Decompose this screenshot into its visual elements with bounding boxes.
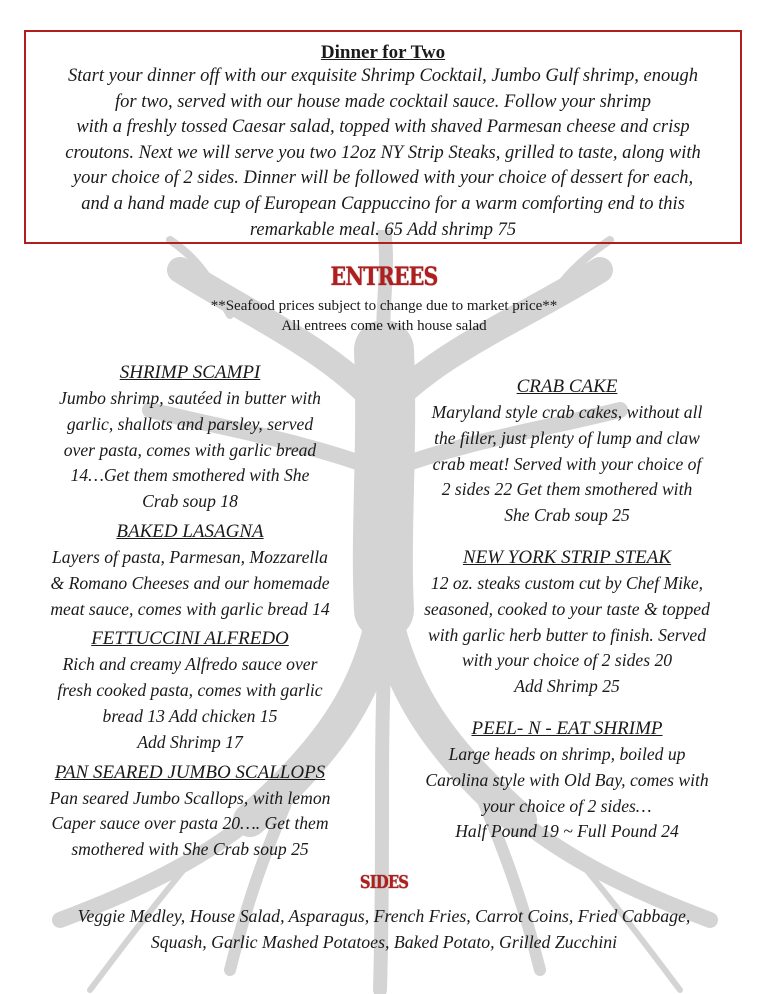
desc-line: Crab soup 18 (142, 491, 238, 512)
desc-line: garlic, shallots and parsley, served (66, 413, 314, 434)
menu-item (20, 519, 360, 622)
item-name: PEEL- N - EAT SHRIMP (471, 717, 663, 739)
menu-item (20, 760, 360, 863)
item-name: BAKED LASAGNA (116, 520, 264, 542)
desc-line: & Romano Cheeses and our homemade (50, 572, 330, 593)
item-description (20, 652, 360, 755)
sides-heading: SIDES (359, 872, 409, 893)
item-name: FETTUCCINI ALFREDO (91, 628, 289, 650)
dinner-for-two-title: Dinner for Two (320, 42, 446, 63)
entrees-left-column (20, 360, 360, 867)
desc-line: 14…Get them smothered with She (70, 465, 310, 486)
desc-line: with garlic herb butter to finish. Served (427, 624, 707, 645)
item-name: NEW YORK STRIP STEAK (462, 546, 672, 568)
menu-item (392, 374, 742, 529)
sides-line: Squash, Garlic Mashed Potatoes, Baked Potato, Grilled Zucchini (150, 931, 618, 952)
desc-line: over pasta, comes with garlic bread (63, 439, 317, 460)
dinner-for-two-box (24, 30, 742, 244)
menu-item (20, 626, 360, 755)
desc-line: Rich and creamy Alfredo sauce over (62, 654, 318, 675)
item-description (20, 545, 360, 622)
entrees-right-column (392, 374, 742, 849)
sides-line: Veggie Medley, House Salad, Asparagus, French Fries, Carrot Coins, Fried Cabbage, (77, 906, 691, 926)
house-salad-note: All entrees come with house salad (281, 318, 487, 334)
desc-line: Add Shrimp 25 (514, 676, 620, 697)
desc-line: meat sauce, comes with garlic bread 14 (50, 598, 330, 619)
description-line: Start your dinner off with our exquisite Shrimp Cocktail, Jumbo Gulf shrimp, enough (68, 66, 698, 86)
desc-line: Layers of pasta, Parmesan, Mozzarella (52, 546, 328, 567)
desc-line: your choice of 2 sides… (482, 795, 652, 816)
description-line: and a hand made cup of European Cappuccino for a warm comforting end to this (81, 193, 685, 214)
sides-list (0, 904, 768, 955)
description-line: with a freshly tossed Caesar salad, topped with shaved Parmesan cheese and crisp (76, 117, 690, 138)
entrees-heading: ENTREES (330, 262, 438, 291)
desc-line: fresh cooked pasta, comes with garlic (57, 680, 323, 701)
item-name: CRAB CAKE (516, 376, 618, 397)
item-name: PAN SEARED JUMBO SCALLOPS (54, 761, 326, 783)
desc-line: the filler, just plenty of lump and claw (434, 427, 700, 448)
desc-line: Jumbo shrimp, sautéed in butter with (59, 388, 321, 408)
desc-line: Half Pound 19 ~ Full Pound 24 (455, 821, 679, 842)
item-description (20, 386, 360, 515)
seafood-price-note: **Seafood prices subject to change due to market price** (210, 298, 558, 314)
item-description (392, 742, 742, 845)
desc-line: She Crab soup 25 (504, 505, 630, 526)
item-description (392, 400, 742, 529)
desc-line: Caper sauce over pasta 20…. Get them (51, 813, 329, 834)
desc-line: smothered with She Crab soup 25 (71, 839, 309, 860)
desc-line: crab meat! Served with your choice of (432, 453, 702, 474)
menu-item (392, 716, 742, 845)
description-line: your choice of 2 sides. Dinner will be followed with your choice of dessert for each, (72, 168, 694, 189)
desc-line: seasoned, cooked to your taste & topped (424, 598, 710, 619)
desc-line: Pan seared Jumbo Scallops, with lemon (49, 787, 331, 808)
desc-line: with your choice of 2 sides 20 (461, 650, 673, 671)
desc-line: 12 oz. steaks custom cut by Chef Mike, (430, 572, 704, 593)
menu-item (392, 545, 742, 700)
description-line: for two, served with our house made cocktail sauce. Follow your shrimp (115, 91, 651, 112)
item-name: SHRIMP SCAMPI (119, 362, 261, 383)
desc-line: 2 sides 22 Get them smothered with (441, 479, 693, 500)
desc-line: Carolina style with Old Bay, comes with (425, 769, 709, 790)
description-line: croutons. Next we will serve you two 12oz NY Strip Steaks, grilled to taste, along with (65, 142, 701, 163)
item-description (392, 571, 742, 700)
desc-line: bread 13 Add chicken 15 (102, 705, 278, 726)
description-line: remarkable meal. 65 Add shrimp 75 (249, 219, 517, 240)
item-description (20, 786, 360, 863)
desc-line: Maryland style crab cakes, without all (431, 402, 703, 422)
menu-item (20, 360, 360, 515)
desc-line: Large heads on shrimp, boiled up (448, 743, 686, 764)
dinner-for-two-description (26, 64, 740, 243)
desc-line: Add Shrimp 17 (137, 731, 243, 752)
